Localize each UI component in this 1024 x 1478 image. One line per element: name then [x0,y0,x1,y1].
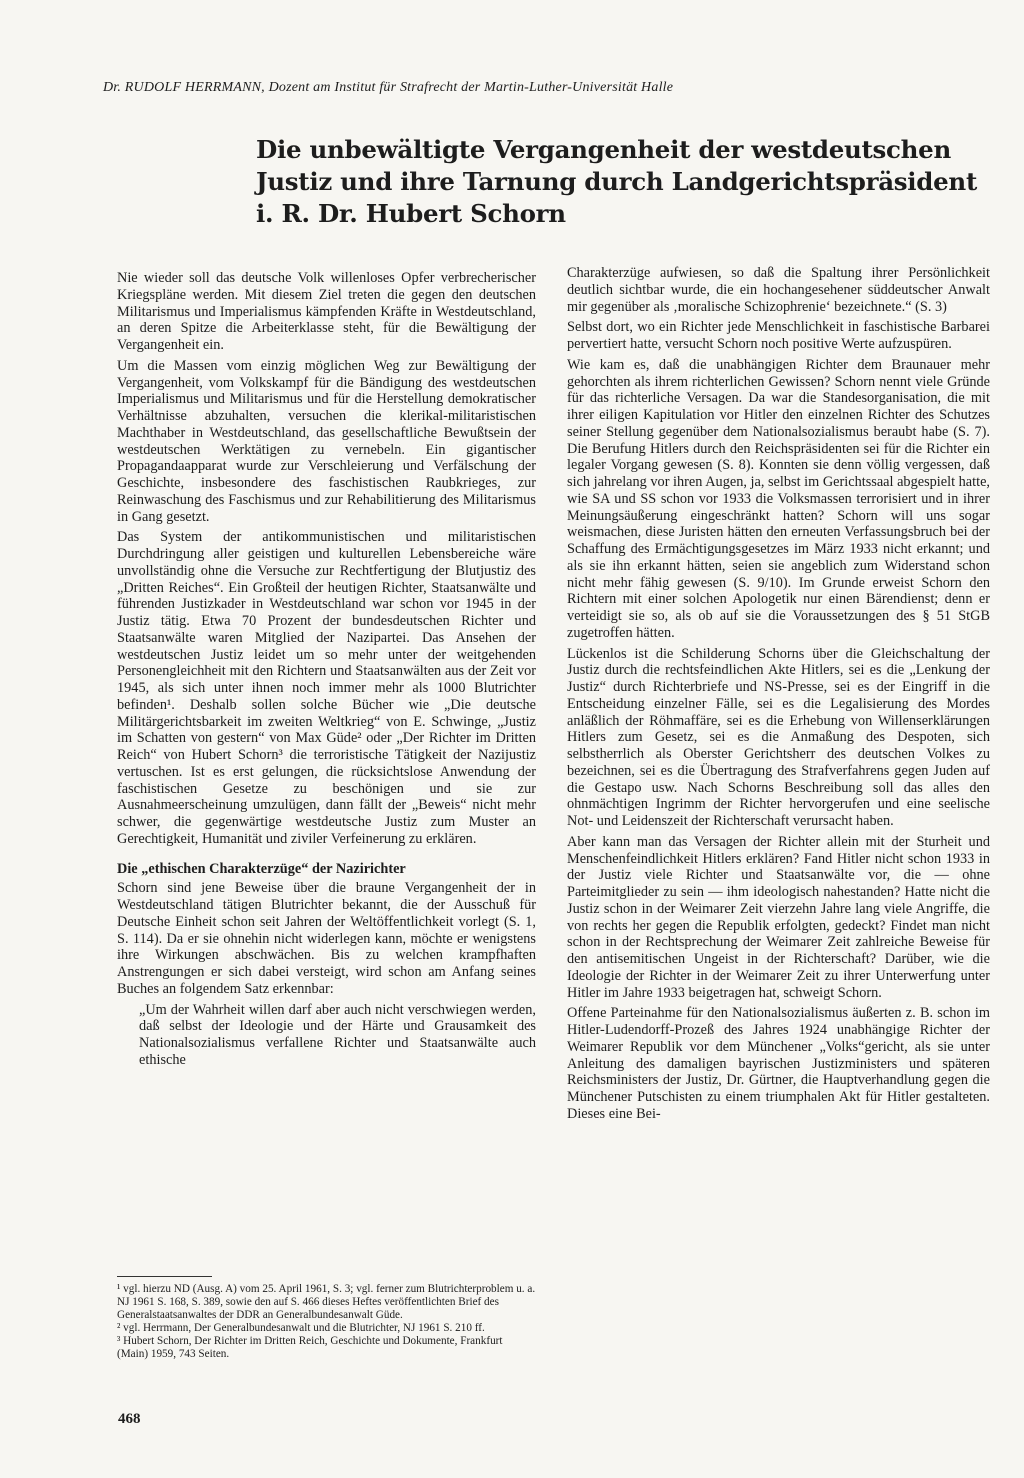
paragraph: Das System der antikommunistischen und militaristischen Durchdringung aller geistigen und kulturellen Lebensbereiche wäre unvollständig ohne die Versuche zur Rechtfertigung der Blutjustiz des „Dritten Reiches“. Ein Großteil der heutigen Richter, Staatsanwälte und führenden Justizkader in Westdeutschland war schon vor 1945 in der Justiz tätig. Etwa 70 Prozent der bundesdeutschen Richter und Staatsanwälte waren Mitglied der Nazipartei. Das Ansehen der westdeutschen Justiz leidet um so mehr unter der weitgehenden Personengleichheit mit den Richtern und Staatsanwälten aus der Zeit vor 1945, als sich unter ihnen noch immer mehr als 1000 Blutrichter befinden¹. Deshalb sollen solche Bücher wie „Die deutsche Militärgerichtsbarkeit im zweiten Weltkrieg“ von E. Schwinge, „Justiz im Schatten von gestern“ von Max Güde² oder „Der Richter im Dritten Reich“ von Hubert Schorn³ die terroristische Tätigkeit der Nazijustiz vertuschen. Ist es erst gelungen, die rücksichtslose Anwendung der faschistischen Gesetze zu beschönigen und sie zur Ausnahmeerscheinung umzulügen, dann fällt der „Beweis“ nicht mehr schwer, die gegenwärtige westdeutsche Justiz zum Muster an Gerechtigkeit, Humanität und ziviler Verfeinerung zu erklären. [117,529,536,847]
footnote: ¹ vgl. hierzu ND (Ausg. A) vom 25. April 1961, S. 3; vgl. ferner zum Blutrichterproblem u. a. NJ 1961 S. 168, S. 389, sowie den auf S. 466 dieses Heftes veröffentlichten Brief des Generalstaatsanwaltes der DDR an Generalbundesanwalt Güde. [117,1283,536,1321]
paragraph: Selbst dort, wo ein Richter jede Menschlichkeit in faschistische Barbarei pervertiert hatte, versucht Schorn noch positive Werte aufzuspüren. [567,319,990,352]
paragraph: Schorn sind jene Beweise über die braune Vergangenheit der in Westdeutschland tätigen Blutrichter bekannt, die der Ausschuß für Deutsche Einheit schon seit Jahren der Weltöffentlichkeit vorlegt (S. 1, S. 114). Da er sie ohnehin nicht widerlegen kann, möchte er wenigstens ihre Wirkungen abschwächen. Bis zu welchen krampfhaften Anstrengungen er sich dabei versteigt, wird schon am Anfang seines Buches an folgendem Satz erkennbar: [117,880,536,997]
paragraph: Lückenlos ist die Schilderung Schorns über die Gleichschaltung der Justiz durch die rechtsfeindlichen Akte Hitlers, sei es die „Lenkung der Justiz“ durch Richterbriefe und NS-Presse, sei es der Eingriff in die Entscheidung einzelner Fälle, sei es die Legalisierung des Mordes anläßlich der Röhmaffäre, sei es die Erhebung von Willenserklärungen Hitlers zum Gesetz, sei es die Anmaßung des Despoten, sich selbstherrlich als Oberster Gerichtsherr des deutschen Volkes zu bezeichnen, sei es die Übertragung des Strafverfahrens gegen Juden auf die Gestapo usw. Nach Schorns Beschreibung soll das alles den ohnmächtigen Ingrimm der Richter hervorgerufen und eine seelische Not- und Leidenszeit der Richterschaft verursacht haben. [567,645,990,829]
paragraph: Offene Parteinahme für den Nationalsozialismus äußerten z. B. schon im Hitler-Ludendorff-Prozeß des Jahres 1924 unabhängige Richter der Weimarer Republik vor dem Münchener „Volks“gericht, als sie unter Anleitung des damaligen bayrischen Justizministers und späteren Reichsministers der Justiz, Dr. Gürtner, die Hauptverhandlung gegen die Münchener Putschisten zu einem triumphalen Akt für Hitler gestalteten. Dieses eine Bei- [567,1005,990,1122]
quote: „Um der Wahrheit willen darf aber auch nicht verschwiegen werden, daß selbst der Ideologie und der Härte und Grausamkeit des Nationalsozialismus verfallene Richter und Staatsanwälte auch ethische [139,1001,536,1068]
section-heading: Die „ethischen Charakterzüge“ der Nazirichter [117,860,406,877]
paragraph: Nie wieder soll das deutsche Volk willenloses Opfer verbrecherischer Kriegspläne werden. Mit diesem Ziel treten die gegen den deutschen Militarismus und Imperialismus kämpfenden Kräfte in Westdeutschland, an deren Spitze die Arbeiterklasse steht, für die Bewältigung der Vergangenheit ein. [117,270,536,353]
right-column [567,265,990,1127]
paragraph: Charakterzüge aufwiesen, so daß die Spaltung ihrer Persönlichkeit deutlich sichtbar wurde, die ein hochangesehener süddeutscher Anwalt mir gegenüber als ‚moralische Schizophrenie‘ bezeichnete.“ (S. 3) [567,265,990,315]
footnote-rule [117,1276,212,1277]
article-title: Die unbewältigte Vergangenheit der westdeutschen Justiz und ihre Tarnung durch Landgerichtspräsident i. R. Dr. Hubert Schorn [256,135,977,228]
page-number: 468 [118,1411,141,1427]
author-line: Dr. RUDOLF HERRMANN, Dozent am Institut für Strafrecht der Martin-Luther-Universität Halle [103,80,674,95]
footnote: ² vgl. Herrmann, Der Generalbundesanwalt und die Blutrichter, NJ 1961 S. 210 ff. [117,1322,485,1334]
paragraph: Wie kam es, daß die unabhängigen Richter dem Braunauer mehr gehorchten als ihrem richterlichen Gewissen? Schorn nennt viele Gründe für das richterliche Versagen. Da war die Standesorganisation, die mit ihrer eiligen Kapitulation vor Hitler den einzelnen Richter des Schutzes seiner Stellung gegenüber dem Nationalsozialismus beraubt habe (S. 7). Die Berufung Hitlers durch den Reichspräsidenten sei für die Richter ein legaler Vorgang gewesen (S. 8). Konnten sie denn völlig vergessen, daß sich jahrelang vor ihren Augen, ja, selbst im Gerichtssaal abgespielt hatte, wie SA und SS schon vor 1933 die Volksmassen terrorisiert und in ihrer Meinungsäußerung eingeschränkt hatten? Schorn will uns sogar weismachen, diese Juristen hätten den erneuten Verfassungsbruch bei der Schaffung des Ermächtigungsgesetzes im März 1933 nicht erkannt; und als sie ihn erkannt hätten, seien sie angeblich zum Widerstand schon nicht mehr fähig gewesen (S. 9/10). Im Grunde erweist Schorn den Richtern mit einer solchen Apologetik nur einen Bärendienst; denn er verteidigt sie so, als ob auf sie die Voraussetzungen des § 51 StGB zugetroffen hätten. [567,356,990,641]
footnotes [117,1283,536,1361]
left-column [117,270,536,1069]
footnote: ³ Hubert Schorn, Der Richter im Dritten Reich, Geschichte und Dokumente, Frankfurt (Main) 1959, 743 Seiten. [117,1335,503,1360]
paragraph: Aber kann man das Versagen der Richter allein mit der Sturheit und Menschenfeindlichkeit Hitlers erklären? Fand Hitler nicht schon 1933 in der Justiz viele Richter und Staatsanwälte vor, die — ohne Parteimitglieder zu sein — ihm ideologisch nahestanden? Hatte nicht die Justiz schon in der Weimarer Zeit vierzehn Jahre lang viele Angriffe, die von rechts her gegen die Republik erfolgten, gedeckt? Findet man nicht schon in der Rechtsprechung der Weimarer Zeit zahlreiche Beweise für den antisemitischen Ungeist in der Richterschaft? Darüber, wie die Ideologie der Richter in der Weimarer Zeit zu ihrer Unterwerfung unter Hitler im Jahre 1933 beigetragen hat, schweigt Schorn. [567,833,990,1001]
paragraph: Um die Massen vom einzig möglichen Weg zur Bewältigung der Vergangenheit, vom Volkskampf für die Bändigung des westdeutschen Imperialismus und Militarismus und für die Herstellung demokratischer Verhältnisse abzuhalten, versuchen die klerikal-militaristischen Machthaber in Westdeutschland, das gesellschaftliche Bewußtsein der westdeutschen Werktätigen zu vernebeln. Ein gigantischer Propagandaapparat wurde zur Verschleierung und Verfälschung der Geschichte, insbesondere des faschistischen Raubkrieges, zur Reinwaschung des Faschismus und zur Rehabilitierung des Militarismus in Gang gesetzt. [117,357,536,525]
